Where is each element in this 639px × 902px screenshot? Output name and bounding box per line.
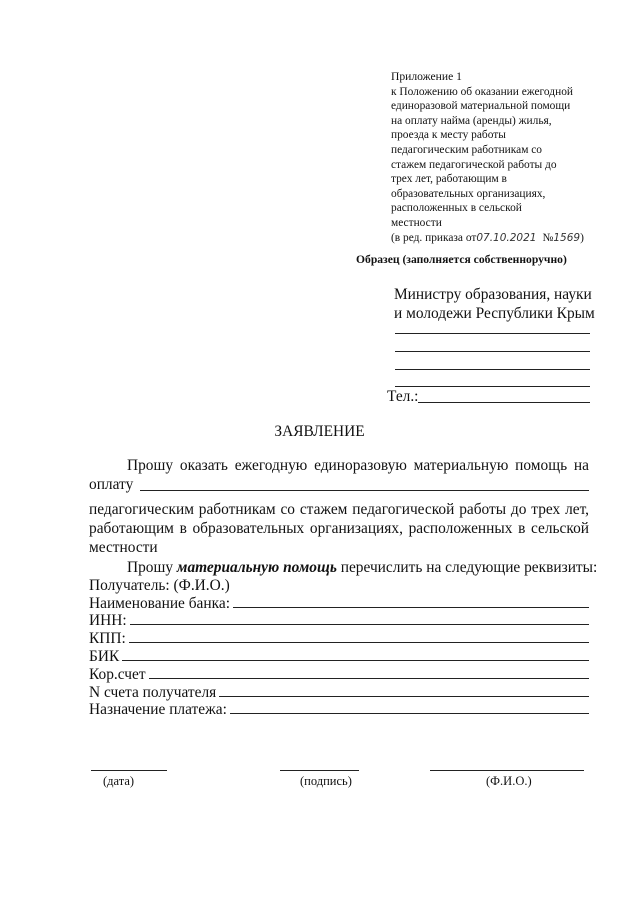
- edition-suffix: ): [580, 231, 584, 244]
- edition-date-handwritten: 07.10.2021: [476, 231, 537, 244]
- field-input-corr-account[interactable]: [149, 666, 589, 679]
- name-caption: (Ф.И.О.): [486, 774, 532, 788]
- request-paragraph-2-line-1: педагогическим работникам со стажем педагогической работы до трех лет,: [89, 501, 589, 518]
- request-fill-line[interactable]: [140, 490, 589, 491]
- field-label-bank: Наименование банка:: [89, 594, 230, 612]
- document-title: ЗАЯВЛЕНИЕ: [274, 423, 365, 440]
- appendix-line-6: стажем педагогической работы до: [391, 158, 557, 171]
- field-label-payment-purpose: Назначение платежа:: [89, 701, 227, 719]
- spacer: [89, 494, 589, 500]
- addressee-blank-line-3[interactable]: [395, 369, 590, 370]
- field-input-inn[interactable]: [130, 612, 589, 625]
- field-label-corr-account: Кор.счет: [89, 665, 146, 683]
- request-body: [89, 456, 589, 557]
- appendix-line-2: [391, 99, 591, 114]
- field-label-recipient-account: N счета получателя: [89, 683, 217, 701]
- edition-reference: [391, 231, 591, 246]
- recipient-label: Получатель: (Ф.И.О.): [89, 576, 230, 594]
- request-paragraph-1: Прошу оказать ежегодную единоразовую материальную помощь на оплату: [89, 457, 589, 493]
- signature-field-line[interactable]: [280, 770, 359, 771]
- details-intro: [89, 559, 598, 577]
- field-row-corr-account: [89, 666, 589, 684]
- appendix-line-3: на оплату найма (аренды) жилья,: [391, 114, 552, 127]
- field-label-bik: БИК: [89, 647, 120, 665]
- signature-caption: (подпись): [300, 774, 352, 788]
- details-intro-emphasis: материальную помощь: [176, 559, 337, 576]
- appendix-line-4: проезда к месту работы: [391, 129, 506, 142]
- sample-note: Образец (заполняется собственноручно): [356, 253, 567, 266]
- appendix-text: к Положению об оказании ежегодной: [391, 85, 573, 98]
- field-input-recipient-account[interactable]: [219, 684, 589, 697]
- field-input-payment-purpose[interactable]: [230, 701, 589, 714]
- edition-number-handwritten: 1569: [553, 231, 581, 244]
- appendix-line-7: трех лет, работающим в: [391, 173, 507, 186]
- appendix-line-1: [391, 85, 591, 100]
- field-row-bik: [89, 648, 589, 666]
- addressee-block: [394, 286, 595, 323]
- payment-details: [89, 559, 598, 719]
- field-row-recipient-account: [89, 684, 589, 702]
- edition-prefix: (в ред. приказа от: [391, 231, 477, 244]
- addressee-line-1: Министру образования, науки: [394, 286, 592, 303]
- details-intro-prefix: Прошу: [127, 559, 174, 576]
- details-intro-suffix: перечислить на следующие реквизиты:: [340, 559, 598, 576]
- edition-number-label: №: [542, 231, 554, 244]
- appendix-block: [391, 70, 591, 245]
- appendix-line-5: педагогическим работникам со: [391, 143, 542, 156]
- date-caption: (дата): [103, 774, 135, 788]
- appendix-title: Приложение 1: [391, 70, 462, 83]
- field-row-bank: [89, 595, 589, 613]
- date-field-line[interactable]: [91, 770, 167, 771]
- field-input-bank[interactable]: [233, 595, 589, 608]
- phone-label: Тел.:: [387, 388, 419, 405]
- field-row-inn: [89, 612, 589, 630]
- addressee-line-2: и молодежи Республики Крым: [394, 304, 595, 322]
- field-row-kpp: [89, 630, 589, 648]
- field-row-payment-purpose: [89, 701, 589, 719]
- field-input-kpp[interactable]: [129, 630, 589, 643]
- name-field-line[interactable]: [430, 770, 584, 771]
- addressee-blank-line-2[interactable]: [395, 351, 590, 352]
- request-paragraph-2-line-3: местности: [89, 539, 158, 556]
- field-label-inn: ИНН:: [89, 612, 127, 630]
- appendix-line-8: образовательных организациях,: [391, 187, 546, 200]
- field-label-kpp: КПП:: [89, 630, 126, 648]
- appendix-line-10: местности: [391, 216, 442, 229]
- request-paragraph-2-line-2: работающим в образовательных организациях, расположенных в сельской: [89, 520, 589, 537]
- addressee-blank-line-1[interactable]: [395, 333, 590, 334]
- appendix-line-9: расположенных в сельской: [391, 202, 522, 215]
- phone-field-line[interactable]: [418, 402, 590, 403]
- addressee-blank-line-4[interactable]: [395, 386, 590, 387]
- appendix-text: единоразовой материальной помощи: [391, 100, 571, 113]
- field-input-bik[interactable]: [122, 648, 589, 661]
